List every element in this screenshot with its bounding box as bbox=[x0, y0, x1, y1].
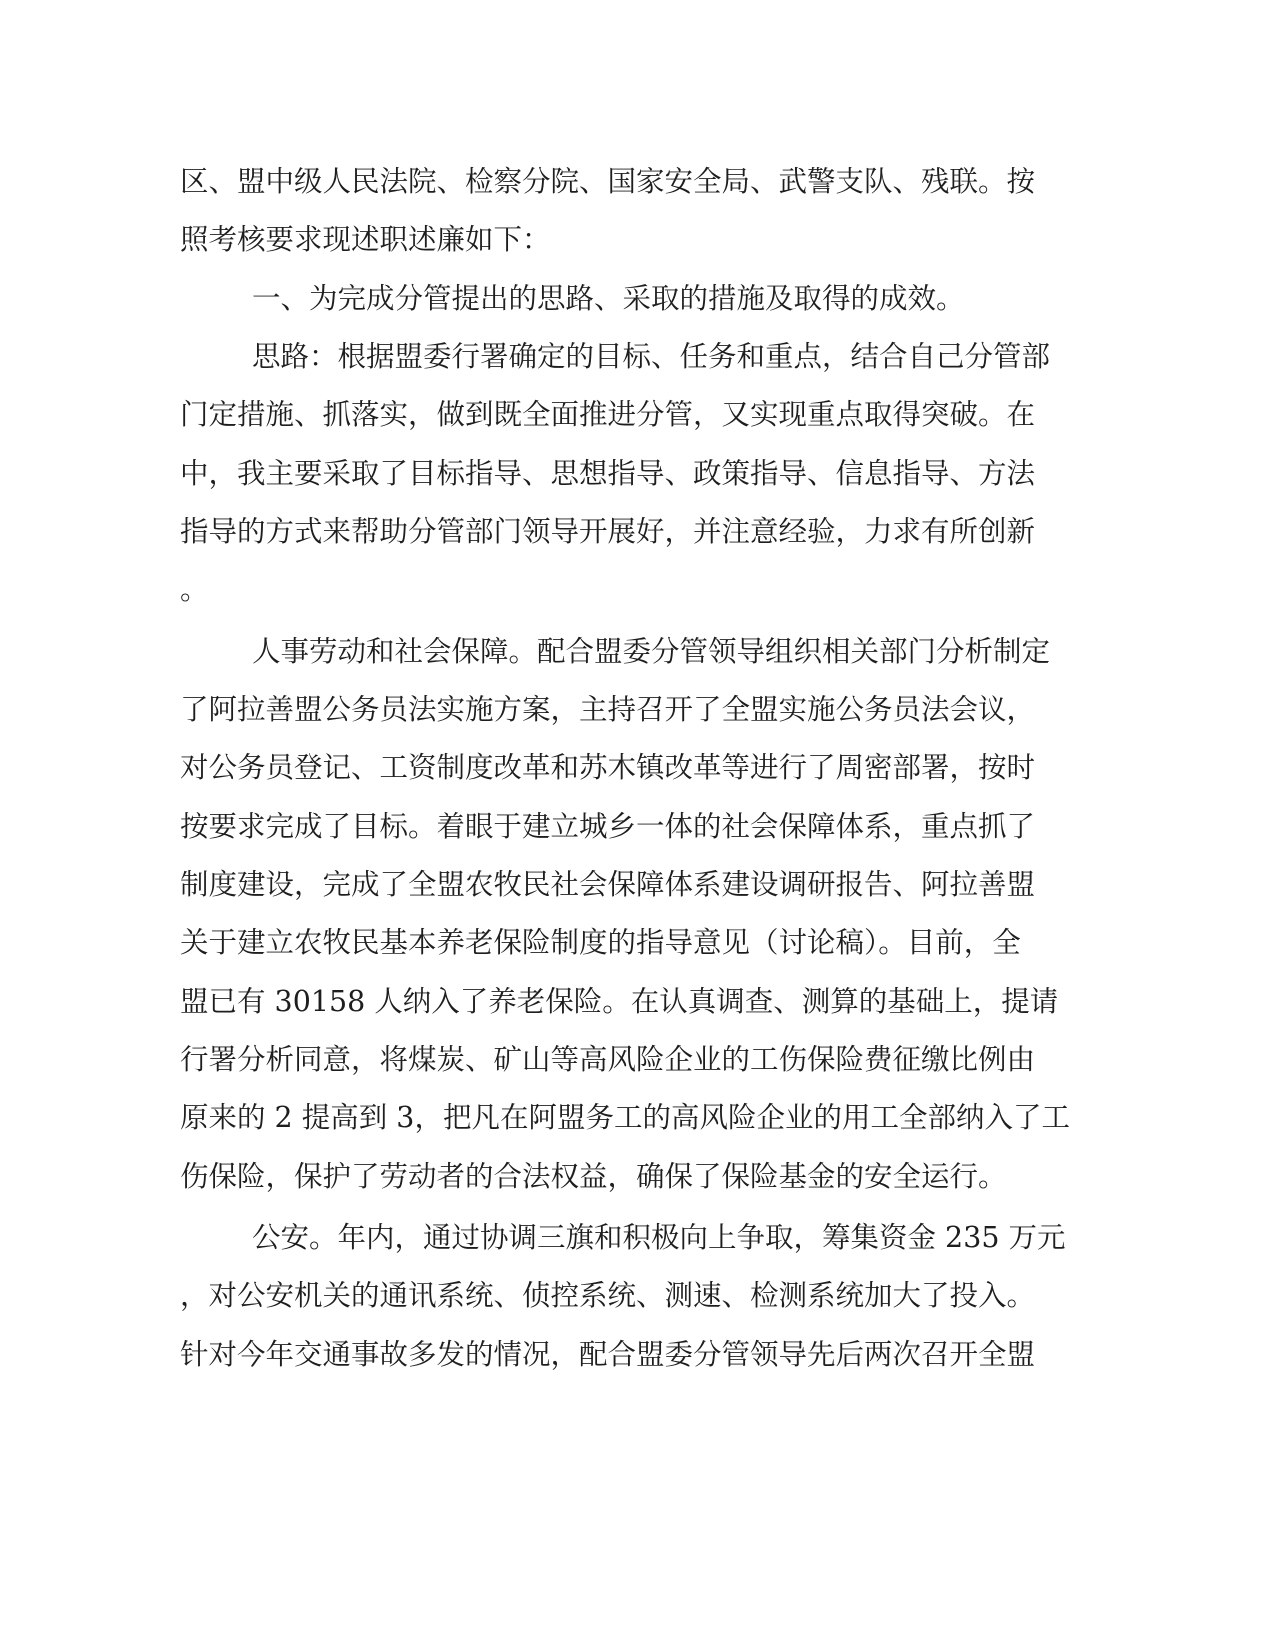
text-line: 伤保险，保护了劳动者的合法权益，确保了保险基金的安全运行。 bbox=[180, 1160, 1007, 1193]
text-line: 盟已有 30158 人纳入了养老保险。在认真调查、测算的基础上，提请 bbox=[180, 985, 1059, 1018]
text-line: 了阿拉善盟公务员法实施方案，主持召开了全盟实施公务员法会议， bbox=[180, 693, 1036, 726]
text-line: 中，我主要采取了目标指导、思想指导、政策指导、信息指导、方法 bbox=[180, 457, 1036, 490]
text-line: 区、盟中级人民法院、检察分院、国家安全局、武警支队、残联。按 bbox=[180, 165, 1036, 198]
text-line: 一、为完成分管提出的思路、采取的措施及取得的成效。 bbox=[252, 282, 965, 315]
text-line: 针对今年交通事故多发的情况，配合盟委分管领导先后两次召开全盟 bbox=[180, 1338, 1036, 1371]
text-line: 对公务员登记、工资制度改革和苏木镇改革等进行了周密部署，按时 bbox=[180, 751, 1036, 784]
text-line: 思路：根据盟委行署确定的目标、任务和重点，结合自己分管部 bbox=[252, 340, 1051, 373]
text-line: 人事劳动和社会保障。配合盟委分管领导组织相关部门分析制定 bbox=[252, 635, 1051, 668]
text-line: 照考核要求现述职述廉如下： bbox=[180, 223, 551, 256]
text-line: 制度建设，完成了全盟农牧民社会保障体系建设调研报告、阿拉善盟 bbox=[180, 868, 1036, 901]
text-line: 。 bbox=[180, 573, 209, 606]
text-line: 关于建立农牧民基本养老保险制度的指导意见（讨论稿）。目前，全 bbox=[180, 926, 1021, 959]
text-line: 指导的方式来帮助分管部门领导开展好，并注意经验，力求有所创新 bbox=[180, 515, 1036, 548]
text-line: 按要求完成了目标。着眼于建立城乡一体的社会保障体系，重点抓了 bbox=[180, 810, 1036, 843]
text-line: ，对公安机关的通讯系统、侦控系统、测速、检测系统加大了投入。 bbox=[180, 1279, 1036, 1312]
text-line: 行署分析同意，将煤炭、矿山等高风险企业的工伤保险费征缴比例由 bbox=[180, 1043, 1036, 1076]
text-line: 公安。年内，通过协调三旗和积极向上争取，筹集资金 235 万元 bbox=[252, 1221, 1066, 1254]
text-line: 原来的 2 提高到 3，把凡在阿盟务工的高风险企业的用工全部纳入了工 bbox=[180, 1101, 1070, 1134]
text-line: 门定措施、抓落实，做到既全面推进分管，又实现重点取得突破。在 bbox=[180, 398, 1036, 431]
